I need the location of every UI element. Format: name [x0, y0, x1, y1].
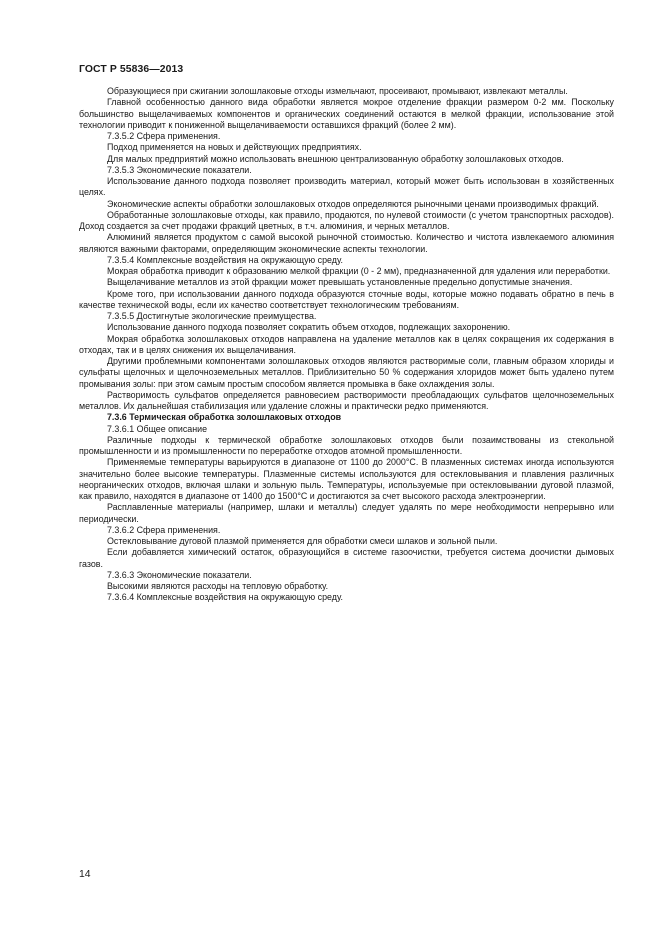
paragraph: Выщелачивание металлов из этой фракции может превышать установленные предельно допустимые значения.	[107, 277, 573, 288]
paragraph: Если добавляется химический остаток, образующийся в системе газоочистки, требуется система доочистки дымовых газов.	[79, 547, 617, 569]
paragraph: Образующиеся при сжигании золошлаковые отходы измельчают, просеивают, промывают, извлекают металлы.	[107, 86, 568, 96]
paragraph: Растворимость сульфатов определяется равновесием растворимости преобладающих сульфатов щелочноземельных металлов. Их дальнейшая стабилизация или удаление сложны и практически редко применяются.	[79, 389, 617, 411]
paragraph: 7.3.6.1 Общее описание	[107, 423, 207, 434]
paragraph: Различные подходы к термической обработке золошлаковых отходов были позаимствованы из стекольной промышленности и из промышленности по переработке отходов атомной промышленности.	[79, 434, 617, 456]
paragraph: Использование данного подхода позволяет производить материал, который может быть использован в хозяйственных целях.	[79, 176, 617, 198]
section-heading: 7.3.6 Термическая обработка золошлаковых отходов	[107, 412, 342, 423]
paragraph: 7.3.6.3 Экономические показатели.	[107, 569, 252, 580]
paragraph: 7.3.5.3 Экономические показатели.	[107, 164, 252, 175]
paragraph: Мокрая обработка золошлаковых отходов направлена на удаление металлов как в целях сокращения их содержания в отходах, так и в целях снижения их выщелачивания.	[79, 333, 617, 355]
paragraph: Алюминий является продуктом с самой высокой рыночной стоимостью. Количество и чистота извлекаемого алюминия являются важными факторами, определяющим экономические аспекты технологии.	[79, 232, 617, 254]
paragraph: 7.3.5.5 Достигнутые экологические преимущества.	[107, 311, 317, 321]
paragraph: Применяемые температуры варьируются в диапазоне от 1100 до 2000°С. В плазменных системах иногда используются значительно более высокие температуры. Плазменные системы используются для остекловывания и плавления различных неорганических отходов, включая шлаки и зольную пыль. Температуры, используемые при остекловывании дуговой плазмой, как правило, находятся в диапазоне от 1400 до 1500°С и достигаются за счет высокого расхода электроэнергии.	[79, 457, 617, 501]
paragraph: Остекловывание дуговой плазмой применяется для обработки смеси шлаков и зольной пыли.	[107, 536, 498, 546]
paragraph: 7.3.5.2 Сфера применения.	[107, 131, 221, 141]
page-number: 14	[79, 869, 91, 880]
paragraph: Расплавленные материалы (например, шлаки и металлы) следует удалять по мере необходимости непрерывно или периодически.	[79, 502, 617, 524]
document-body	[79, 86, 617, 604]
paragraph: 7.3.5.4 Комплексные воздействия на окружающую среду.	[107, 254, 343, 265]
paragraph: Для малых предприятий можно использовать внешнюю централизованную обработку золошлаковых отходов.	[107, 153, 564, 164]
paragraph: Мокрая обработка приводит к образованию мелкой фракции (0 - 2 мм), предназначенной для удаления или переработки.	[107, 266, 611, 276]
paragraph: Кроме того, при использовании данного подхода образуются сточные воды, которые можно подавать обратно в печь в качестве технической воды, если их качество соответствует технологическим требованиям.	[79, 288, 617, 310]
document-header-code: ГОСТ Р 55836—2013	[79, 64, 184, 75]
paragraph: Главной особенностью данного вида обработки является мокрое отделение фракции размером 0-2 мм. Поскольку большинство выщелачиваемых компонентов и органических соединений остаются в мелкой фракции, использование этой технологии приводит к пониженной выщелачиваемости оставшихся фракций (более 2 мм).	[79, 97, 617, 130]
paragraph: Другими проблемными компонентами золошлаковых отходов являются растворимые соли, главным образом хлориды и сульфаты щелочных и щелочноземельных металлов. Приблизительно 50 % содержания хлоридов может быть удалено путем промывания золы: при этом самым простым способом является промывка в баке охлаждения золы.	[79, 356, 617, 389]
paragraph: Высокими являются расходы на тепловую обработку.	[107, 581, 329, 591]
paragraph: 7.3.6.4 Комплексные воздействия на окружающую среду.	[107, 592, 343, 603]
paragraph: Использование данного подхода позволяет сократить объем отходов, подлежащих захоронению.	[107, 322, 511, 333]
paragraph: Экономические аспекты обработки золошлаковых отходов определяются рыночными ценами производимых фракций.	[107, 198, 599, 209]
paragraph: Подход применяется на новых и действующих предприятиях.	[107, 142, 362, 153]
paragraph: 7.3.6.2 Сфера применения.	[107, 524, 221, 535]
paragraph: Обработанные золошлаковые отходы, как правило, продаются, по нулевой стоимости (с учетом транспортных расходов). Доход создается за счет продажи фракций цветных, в т.ч. алюминия, и черных металлов.	[79, 209, 617, 231]
